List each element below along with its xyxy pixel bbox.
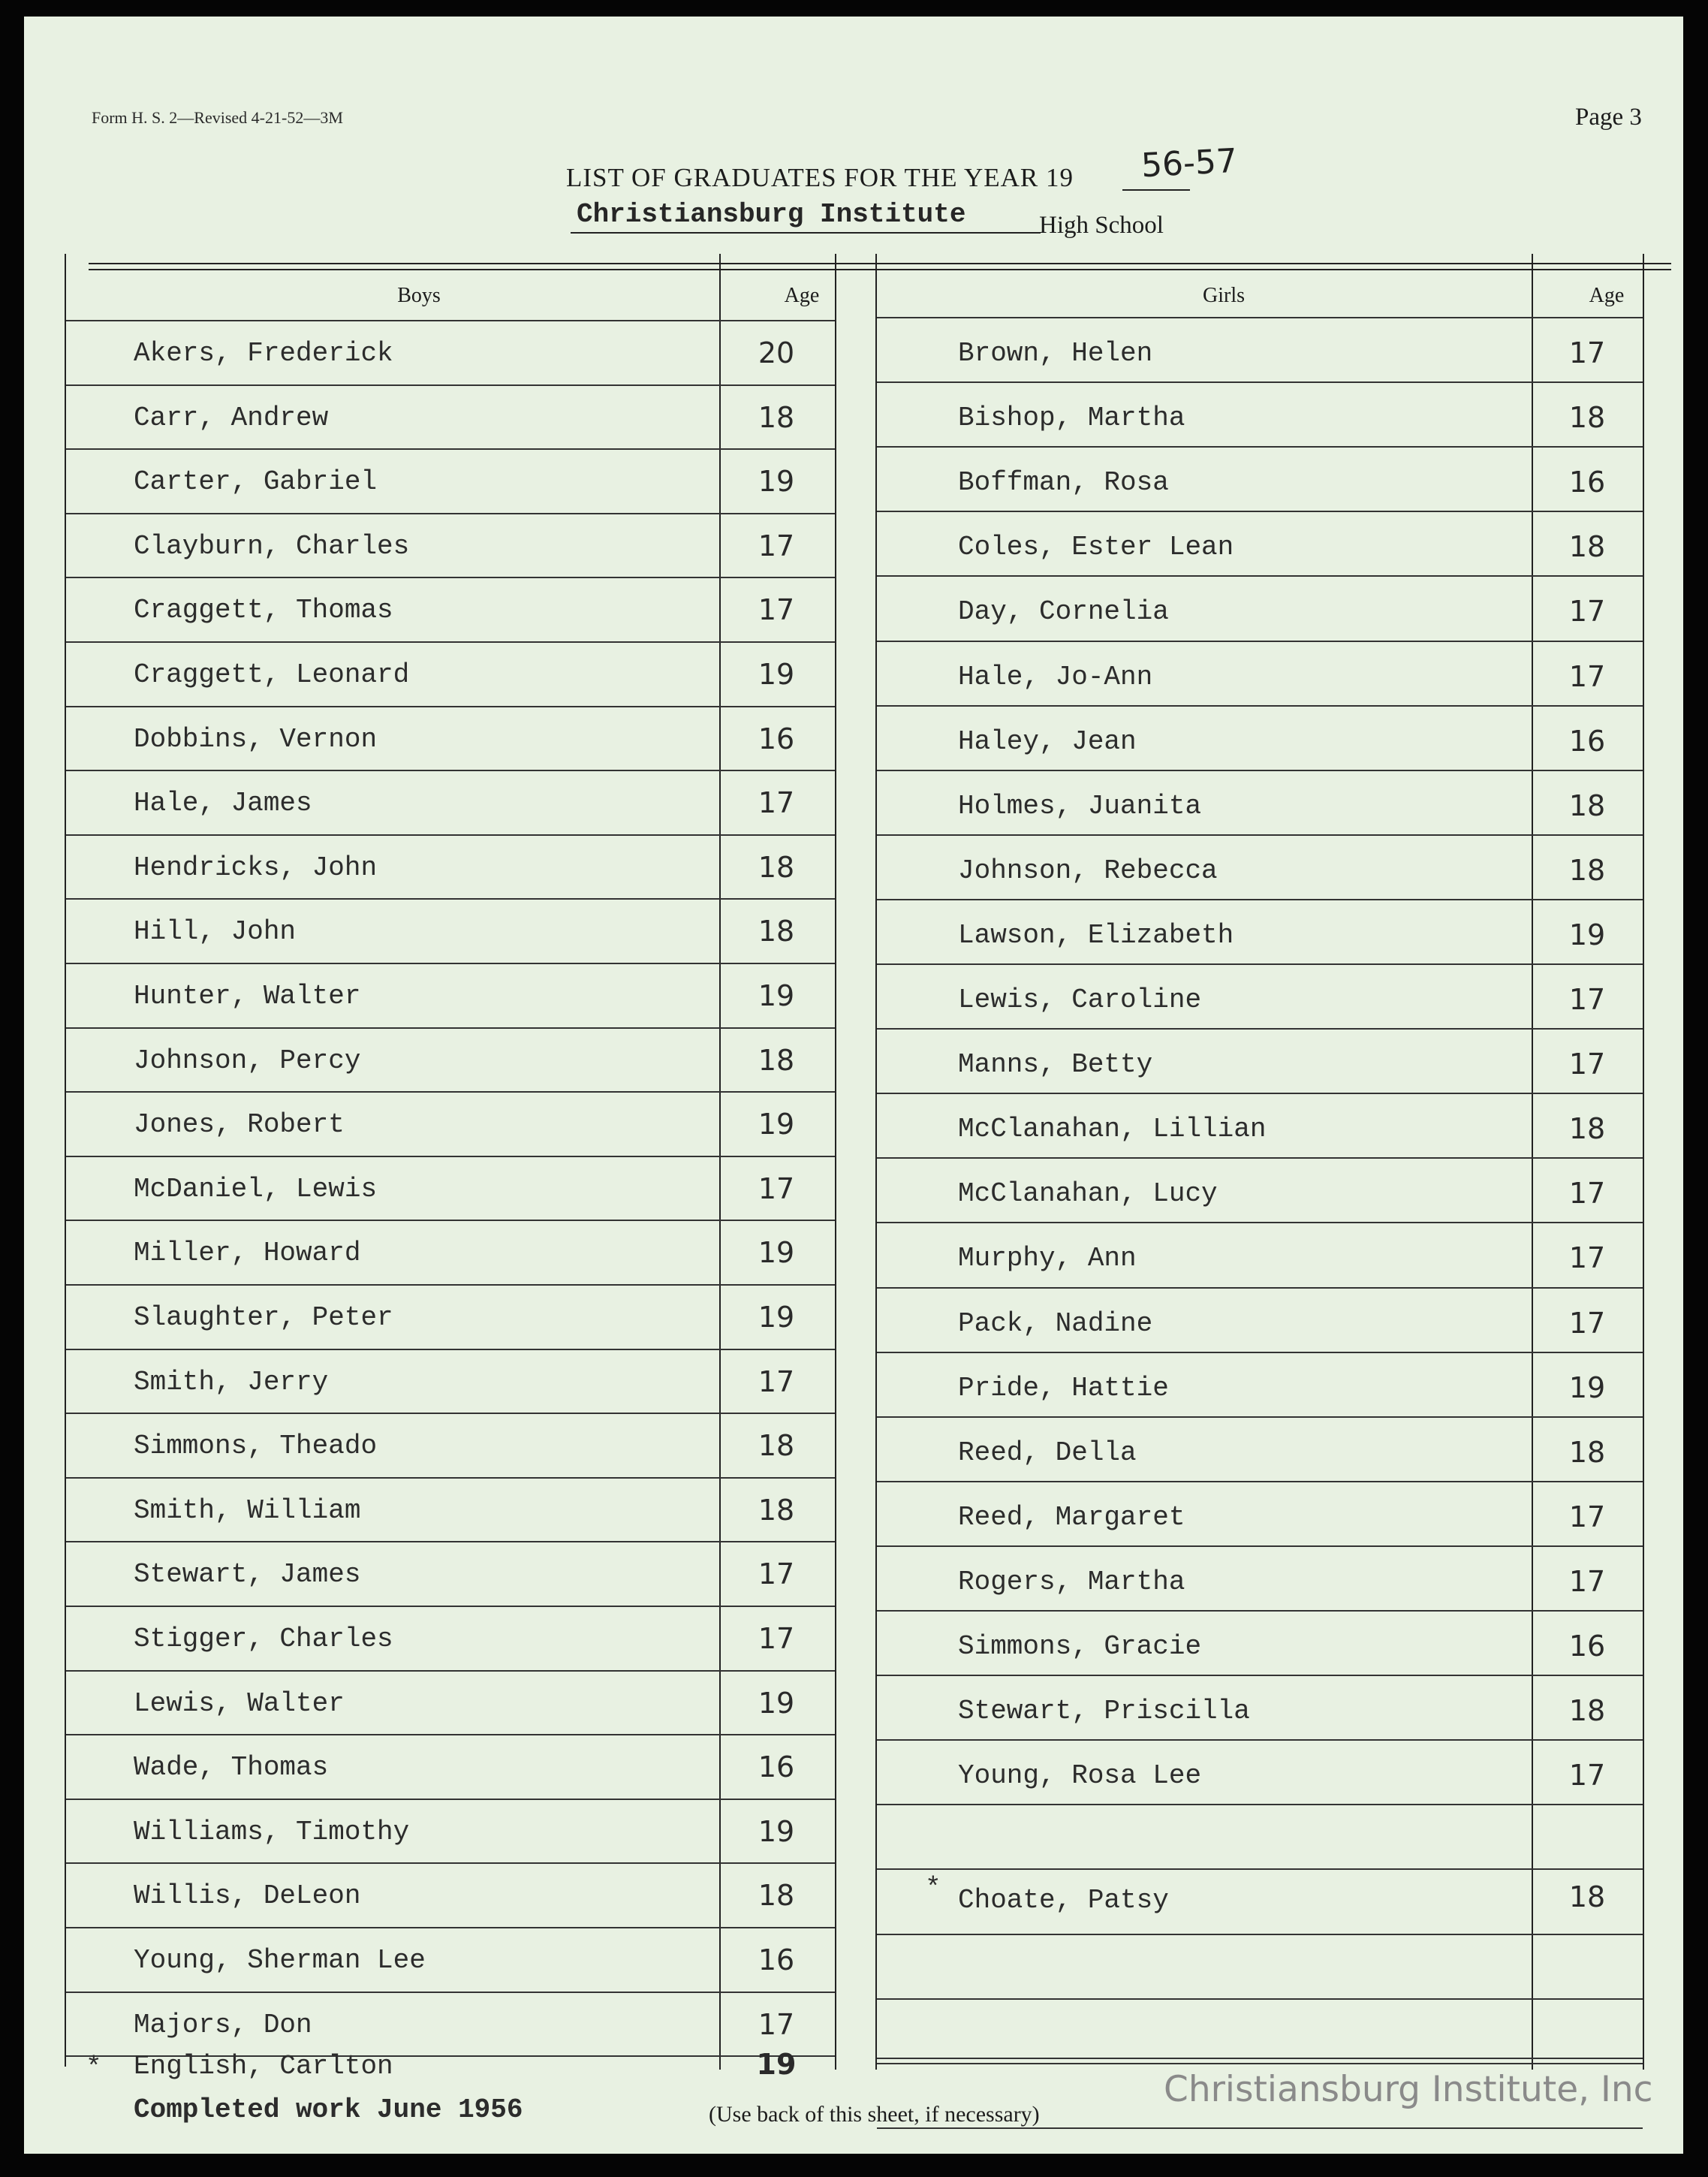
girls-row-rule — [877, 511, 1643, 512]
boys-row-rule — [66, 320, 835, 321]
boys-age: 18 — [758, 1493, 795, 1527]
girls-age: 17 — [1568, 983, 1606, 1016]
girls-age: 16 — [1568, 1630, 1606, 1663]
boys-extra-star: * — [86, 2052, 102, 2084]
girls-row-rule — [877, 575, 1643, 577]
girls-row-rule — [877, 1287, 1643, 1289]
girls-name: McClanahan, Lucy — [958, 1178, 1218, 1210]
boys-age: 19 — [758, 1814, 795, 1848]
girls-age: 17 — [1568, 1177, 1606, 1211]
boys-age: 20 — [758, 336, 795, 369]
boys-age: 16 — [758, 1943, 795, 1976]
girls-name: Rogers, Martha — [958, 1566, 1185, 1597]
boys-row-rule — [66, 1413, 835, 1414]
boys-row-rule — [66, 513, 835, 514]
boys-row-rule — [66, 1927, 835, 1928]
boys-row-rule — [66, 1349, 835, 1350]
girls-age: 18 — [1568, 853, 1606, 887]
boys-row-rule — [66, 1027, 835, 1029]
boys-row-rule — [66, 1091, 835, 1093]
boys-row-rule — [66, 1541, 835, 1542]
girls-age: 17 — [1568, 595, 1606, 629]
table-top-rule-inner — [89, 269, 1671, 270]
boys-age: 18 — [758, 1429, 795, 1463]
boys-name: McDaniel, Lewis — [134, 1173, 378, 1205]
boys-name: Williams, Timothy — [134, 1816, 410, 1847]
girls-age: 18 — [1568, 401, 1606, 435]
girls-age: 18 — [1568, 530, 1606, 564]
boys-name: Hill, John — [134, 916, 297, 948]
page-number: Page 3 — [1575, 104, 1642, 131]
boys-name: Hendricks, John — [134, 852, 378, 883]
girls-age: 18 — [1568, 1435, 1606, 1469]
girls-row-rule — [877, 1093, 1643, 1094]
boys-extra-age: 19 — [756, 2048, 797, 2082]
boys-name: Craggett, Leonard — [134, 659, 410, 690]
boys-name: Majors, Don — [134, 2009, 312, 2040]
girls-row-rule — [877, 1998, 1643, 2000]
girls-row-rule — [877, 381, 1643, 383]
girls-row-rule — [877, 1739, 1643, 1741]
girls-name: Reed, Della — [958, 1437, 1137, 1468]
girls-name: Hale, Jo-Ann — [958, 661, 1153, 692]
header-girls: Girls — [1203, 284, 1245, 307]
girls-row-rule — [877, 1157, 1643, 1159]
table-top-rule — [89, 263, 1671, 264]
boys-age: 16 — [758, 1750, 795, 1784]
boys-age: 17 — [758, 1364, 795, 1398]
boys-name: Clayburn, Charles — [134, 530, 410, 562]
girls-age: 17 — [1568, 1048, 1606, 1081]
boys-name: Slaughter, Peter — [134, 1302, 393, 1333]
form-id: Form H. S. 2—Revised 4-21-52—3M — [92, 108, 343, 127]
boys-row-rule — [66, 641, 835, 643]
boys-name: Willis, DeLeon — [134, 1880, 361, 1912]
boys-row-rule — [66, 1220, 835, 1221]
boys-age: 19 — [758, 658, 795, 691]
girls-name: Pride, Hattie — [958, 1372, 1169, 1404]
girls-name: Haley, Jean — [958, 725, 1137, 757]
boys-name: Dobbins, Vernon — [134, 723, 378, 755]
boys-name: Carter, Gabriel — [134, 466, 378, 498]
boys-age: 17 — [758, 1171, 795, 1205]
header-boys-age: Age — [784, 284, 820, 307]
boys-row-rule — [66, 770, 835, 771]
boys-age: 18 — [758, 850, 795, 884]
girls-row-rule — [877, 2127, 1643, 2129]
girls-age: 17 — [1568, 1564, 1606, 1598]
boys-name: Stewart, James — [134, 1559, 361, 1591]
girls-row-rule — [877, 963, 1643, 965]
girls-row-rule — [877, 641, 1643, 642]
girls-row-rule — [877, 899, 1643, 900]
boys-age: 18 — [758, 1043, 795, 1077]
boys-row-rule — [66, 1606, 835, 1607]
girls-name: Lewis, Caroline — [958, 984, 1202, 1015]
girls-row-rule — [877, 1675, 1643, 1676]
girls-row-rule — [877, 1934, 1643, 1935]
boys-name: Jones, Robert — [134, 1109, 345, 1141]
girls-row-rule — [877, 1545, 1643, 1547]
girls-age: 16 — [1568, 724, 1606, 758]
girls-name: Bishop, Martha — [958, 403, 1185, 434]
boys-name: Simmons, Theado — [134, 1431, 378, 1462]
girls-age: 19 — [1568, 1370, 1606, 1404]
header-girls-age: Age — [1589, 284, 1625, 307]
girls-age: 19 — [1568, 918, 1606, 951]
girls-name: Brown, Helen — [958, 338, 1153, 369]
boys-name: Miller, Howard — [134, 1238, 361, 1269]
girls-age: 17 — [1568, 1306, 1606, 1340]
school-suffix: High School — [1039, 212, 1164, 239]
boys-age-left-line — [719, 254, 721, 2070]
girls-age: 18 — [1568, 1112, 1606, 1146]
boys-age: 19 — [758, 1108, 795, 1141]
girls-row-rule — [877, 1868, 1643, 1870]
girls-right-border-line — [1643, 254, 1644, 2070]
girls-row-rule — [877, 1222, 1643, 1223]
boys-name: Hale, James — [134, 788, 312, 819]
boys-row-rule — [66, 1734, 835, 1735]
document-page — [24, 17, 1683, 2154]
boys-row-rule — [66, 1284, 835, 1286]
boys-name: Johnson, Percy — [134, 1045, 361, 1076]
boys-age: 17 — [758, 2007, 795, 2041]
girls-row-rule — [877, 705, 1643, 707]
boys-row-rule — [66, 1156, 835, 1157]
girls-row-rule — [877, 317, 1643, 318]
girls-row-rule — [877, 1481, 1643, 1482]
boys-age: 19 — [758, 1236, 795, 1270]
boys-row-rule — [66, 577, 835, 578]
girls-row-rule — [877, 1028, 1643, 1030]
boys-age: 18 — [758, 400, 795, 434]
girls-left-border-line — [875, 254, 877, 2070]
girls-name: Holmes, Juanita — [958, 790, 1202, 822]
footer-note: (Use back of this sheet, if necessary) — [709, 2102, 1040, 2127]
girls-age: 17 — [1568, 1241, 1606, 1275]
boys-name: Wade, Thomas — [134, 1752, 329, 1784]
boys-name: Lewis, Walter — [134, 1687, 345, 1719]
boys-row-rule — [66, 898, 835, 900]
girls-age: 18 — [1568, 1694, 1606, 1728]
boys-extra-note: Completed work June 1956 — [134, 2094, 523, 2126]
girls-age: 17 — [1568, 336, 1606, 369]
boys-row-rule — [66, 1862, 835, 1864]
boys-age: 19 — [758, 465, 795, 499]
girls-age: 17 — [1568, 1759, 1606, 1793]
header-boys: Boys — [397, 284, 441, 307]
boys-row-rule — [66, 384, 835, 386]
document-title: LIST OF GRADUATES FOR THE YEAR 19 — [566, 163, 1074, 192]
boys-age: 19 — [758, 979, 795, 1012]
girls-row-rule — [877, 770, 1643, 771]
boys-row-rule — [66, 1992, 835, 1993]
girls-name: Simmons, Gracie — [958, 1631, 1202, 1662]
boys-name: Smith, Jerry — [134, 1366, 329, 1398]
girls-row-rule — [877, 2063, 1643, 2064]
girls-name: Reed, Margaret — [958, 1501, 1185, 1533]
girls-name: Coles, Ester Lean — [958, 532, 1234, 563]
girls-row-rule — [877, 1610, 1643, 1612]
boys-row-rule — [66, 448, 835, 450]
girls-name: Johnson, Rebecca — [958, 855, 1218, 886]
girls-name: Pack, Nadine — [958, 1307, 1153, 1339]
girls-extra-age: 18 — [1568, 1880, 1606, 1914]
girls-row-rule — [877, 1352, 1643, 1353]
boys-name: Smith, William — [134, 1494, 361, 1526]
girls-extra-star: * — [925, 1873, 941, 1904]
girls-bottom-rule — [877, 2058, 1643, 2059]
boys-row-rule — [66, 834, 835, 836]
girls-row-rule — [877, 834, 1643, 836]
boys-name: Akers, Frederick — [134, 338, 393, 369]
boys-age-right-line — [835, 254, 836, 2070]
boys-row-rule — [66, 1670, 835, 1672]
boys-extra-name: English, Carlton — [134, 2051, 393, 2082]
boys-name: Stigger, Charles — [134, 1624, 393, 1654]
girls-age: 17 — [1568, 1500, 1606, 1533]
girls-age: 17 — [1568, 659, 1606, 693]
boys-name: Hunter, Walter — [134, 981, 361, 1012]
school-underline — [571, 232, 1041, 234]
boys-age: 17 — [758, 593, 795, 627]
girls-extra-name: Choate, Patsy — [958, 1885, 1169, 1916]
girls-age: 18 — [1568, 788, 1606, 822]
girls-name: Manns, Betty — [958, 1049, 1153, 1081]
boys-age: 17 — [758, 529, 795, 562]
boys-name: Craggett, Thomas — [134, 595, 393, 626]
boys-age: 17 — [758, 786, 795, 820]
girls-row-rule — [877, 446, 1643, 448]
boys-left-border-line — [65, 254, 66, 2067]
girls-row-rule — [877, 1416, 1643, 1418]
girls-name: Day, Cornelia — [958, 596, 1169, 628]
boys-name: Young, Sherman Lee — [134, 1945, 426, 1976]
boys-age: 17 — [758, 1557, 795, 1591]
girls-name: Murphy, Ann — [958, 1243, 1137, 1274]
girls-row-rule — [877, 1804, 1643, 1805]
boys-age: 17 — [758, 1622, 795, 1655]
boys-age: 18 — [758, 1879, 795, 1913]
girls-name: McClanahan, Lillian — [958, 1114, 1267, 1145]
boys-row-rule — [66, 706, 835, 707]
girls-age-left-line — [1532, 254, 1533, 2070]
girls-name: Young, Rosa Lee — [958, 1760, 1202, 1792]
year-handwritten: 56-57 — [1140, 141, 1239, 185]
girls-name: Boffman, Rosa — [958, 467, 1169, 499]
boys-age: 16 — [758, 722, 795, 755]
boys-age: 19 — [758, 1686, 795, 1720]
girls-name: Lawson, Elizabeth — [958, 919, 1234, 951]
boys-age: 18 — [758, 915, 795, 948]
school-name: Christiansburg Institute — [577, 199, 966, 230]
girls-name: Stewart, Priscilla — [958, 1696, 1250, 1727]
boys-name: Carr, Andrew — [134, 402, 329, 433]
boys-row-rule — [66, 1799, 835, 1800]
girls-age: 16 — [1568, 466, 1606, 499]
watermark: Christiansburg Institute, Inc — [1164, 2069, 1653, 2110]
boys-age: 19 — [758, 1301, 795, 1334]
boys-row-rule — [66, 1477, 835, 1479]
year-underline — [1122, 189, 1190, 191]
boys-row-rule — [66, 963, 835, 964]
